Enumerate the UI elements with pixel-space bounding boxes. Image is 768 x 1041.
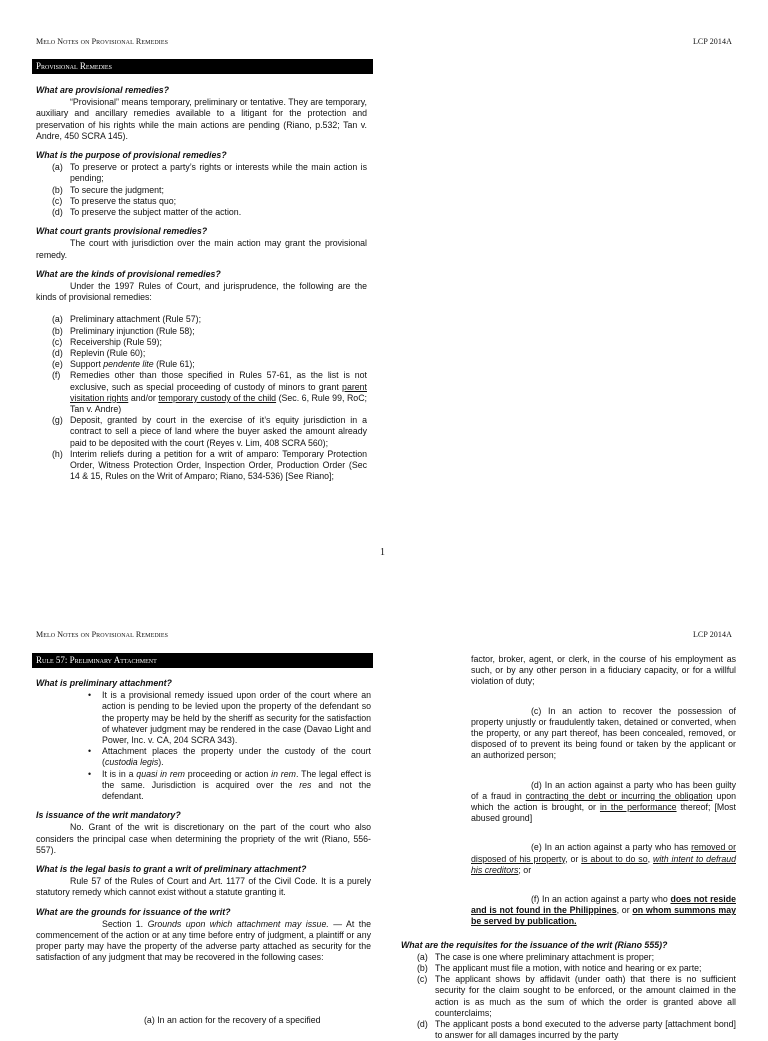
list-item: (b) To secure the judgment;: [52, 184, 164, 195]
list-item: (d) To preserve the subject matter of the action.: [52, 207, 242, 218]
list-item: • It is a provisional remedy issued upon order of the court where an action is pending to be levied upon the property of the defendant so the property may be held by the sheriff as security for the satisfaction of whatever judgment may be rendered in the case (Davao Light and Power, Inc. v. CA, 204 SCRA 343).: [88, 690, 371, 746]
question-what-is-preliminary-attachment: What is preliminary attachment?: [36, 678, 172, 688]
answer-paragraph: Rule 57 of the Rules of Court and Art. 1177 of the Civil Code. It is a purely statutory remedy which cannot exist without a statute granting it.: [36, 876, 371, 898]
clipped-line: (a) In an action for the recovery of a specified: [144, 1015, 321, 1025]
kinds-list: [36, 314, 367, 482]
list-item: (a) To preserve or protect a party’s rights or interests while the main action is pending;: [52, 162, 367, 184]
list-item: (b) Preliminary injunction (Rule 58);: [52, 325, 195, 336]
running-header-title: Melo Notes on Provisional Remedies: [36, 37, 169, 46]
section-bar-rule-57: Rule 57: Preliminary Attachment: [32, 653, 373, 668]
list-item: (c) To preserve the status quo;: [52, 195, 177, 206]
question-kinds: What are the kinds of provisional remedies?: [36, 268, 221, 279]
question-what-court: What court grants provisional remedies?: [36, 226, 208, 237]
answer-paragraph: Under the 1997 Rules of Court, and jurisprudence, the following are the kinds of provisional remedies:: [36, 281, 367, 303]
question-requisites: What are the requisites for the issuance of the writ (Riano 555)?: [401, 939, 668, 950]
requisites-list: [401, 952, 736, 1041]
page2-left-column: [36, 678, 371, 964]
list-item: (d) Replevin (Rule 60);: [52, 348, 146, 359]
list-item: (d) The applicant posts a bond executed to the adverse party [attachment bond] to answer for all damages incurred by the party: [417, 1019, 736, 1041]
ground-d: (d) In an action against a party who has been guilty of a fraud in contracting the debt or incurring the obligation upon which the action is brought, or in the performance thereof; [Most abused ground]: [471, 779, 737, 824]
list-item: (g) Deposit, granted by court in the exercise of it’s equity jurisdiction in a contract to sell a piece of land where the buyer asked the amount already paid to be deposited with the court (Reyes v. Lim, 408 SCRA 560);: [52, 415, 367, 448]
answer-paragraph: The court with jurisdiction over the main action may grant the provisional remedy.: [36, 238, 367, 260]
running-header-code: LCP 2014A: [692, 630, 732, 639]
question-legal-basis: What is the legal basis to grant a writ of preliminary attachment?: [36, 864, 307, 875]
answer-paragraph: “Provisional” means temporary, preliminary or tentative. They are temporary, auxiliary and ancillary remedies available to a litigant for the protection and preservation of his rights while the main actions are pending (Riano, p.532; Tan v. Andre, 450 SCRA 145).: [36, 97, 367, 141]
definition-bullets: [36, 690, 371, 802]
running-header-code: LCP 2014A: [692, 37, 732, 46]
list-item: (c) Receivership (Rule 59);: [52, 336, 162, 347]
list-item: (a) Preliminary attachment (Rule 57);: [52, 314, 202, 325]
list-item: (f) Remedies other than those specified in Rules 57-61, as the list is not exclusive, such as special proceeding of custody of minors to grant parent visitation rights and/or temporary custody of the child (Sec. 6, Rule 99, RoC; Tan v. Andre): [52, 370, 367, 415]
page2-right-column: [401, 654, 736, 1041]
section-1-text: Section 1. Grounds upon which attachment may issue. — At the commencement of the action or at any time before entry of judgment, a plaintiff or any proper party may have the property of the adverse party attached as security for the satisfaction of any judgment that may be recovered in the following cases:: [36, 918, 371, 963]
list-item: (h) Interim reliefs during a petition for a writ of amparo: Temporary Protection Order, Witness Protection Order, Inspection Order, Production Order (Sec 14 & 15, Rules on the Writ of Amparo; Riano, 534-536) [See Riano];: [52, 448, 367, 482]
ground-c: (c) In an action to recover the possession of property unjustly or fraudulently taken, detained or converted, when the property, or any part thereof, has been concealed, removed, or disposed of to prevent its being found or taken by the applicant or an authorized person;: [471, 705, 736, 761]
ground-f: (f) In an action against a party who does not reside and is not found in the Philippines, or on whom summons may be served by publication.: [471, 894, 736, 927]
list-item: • Attachment places the property under the custody of the court (custodia legis).: [88, 746, 371, 768]
question-what-are-provisional-remedies: What are provisional remedies?: [36, 85, 169, 95]
answer-paragraph: No. Grant of the writ is discretionary on the part of the court who also considers the principal case when determining the propriety of the writ (Riano, 556-557).: [36, 822, 371, 855]
list-item: (c) The applicant shows by affidavit (under oath) that there is no sufficient security for the claim sought to be enforced, or the amount claimed in the action is as much as the sum of which the order is granted above all counterclaims;: [417, 974, 736, 1018]
list-item: (b) The applicant must file a motion, with notice and hearing or ex parte;: [417, 963, 702, 974]
running-header-title: Melo Notes on Provisional Remedies: [36, 630, 169, 639]
list-item: • It is in a quasi in rem proceeding or action in rem. The legal effect is the same. Jurisdiction is acquired over the res and not the defendant.: [88, 768, 372, 802]
purpose-list: [36, 162, 367, 218]
ground-e: (e) In an action against a party who has removed or disposed of his property, or is about to do so, with intent to defraud his creditors; or: [471, 842, 737, 875]
page1-body: [36, 85, 367, 483]
list-item: (e) Support pendente lite (Rule 61);: [52, 359, 195, 370]
question-grounds: What are the grounds for issuance of the writ?: [36, 906, 231, 917]
list-item: (a) The case is one where preliminary attachment is proper;: [417, 951, 655, 962]
continued-ground-b: factor, broker, agent, or clerk, in the course of his employment as such, or by any other person in a fiduciary capacity, or for a willful violation of duty;: [471, 654, 736, 687]
question-purpose: What is the purpose of provisional remedies?: [36, 150, 227, 161]
question-writ-mandatory: Is issuance of the writ mandatory?: [36, 810, 181, 821]
section-bar-provisional-remedies: Provisional Remedies: [32, 59, 373, 74]
page-number: 1: [380, 547, 385, 558]
